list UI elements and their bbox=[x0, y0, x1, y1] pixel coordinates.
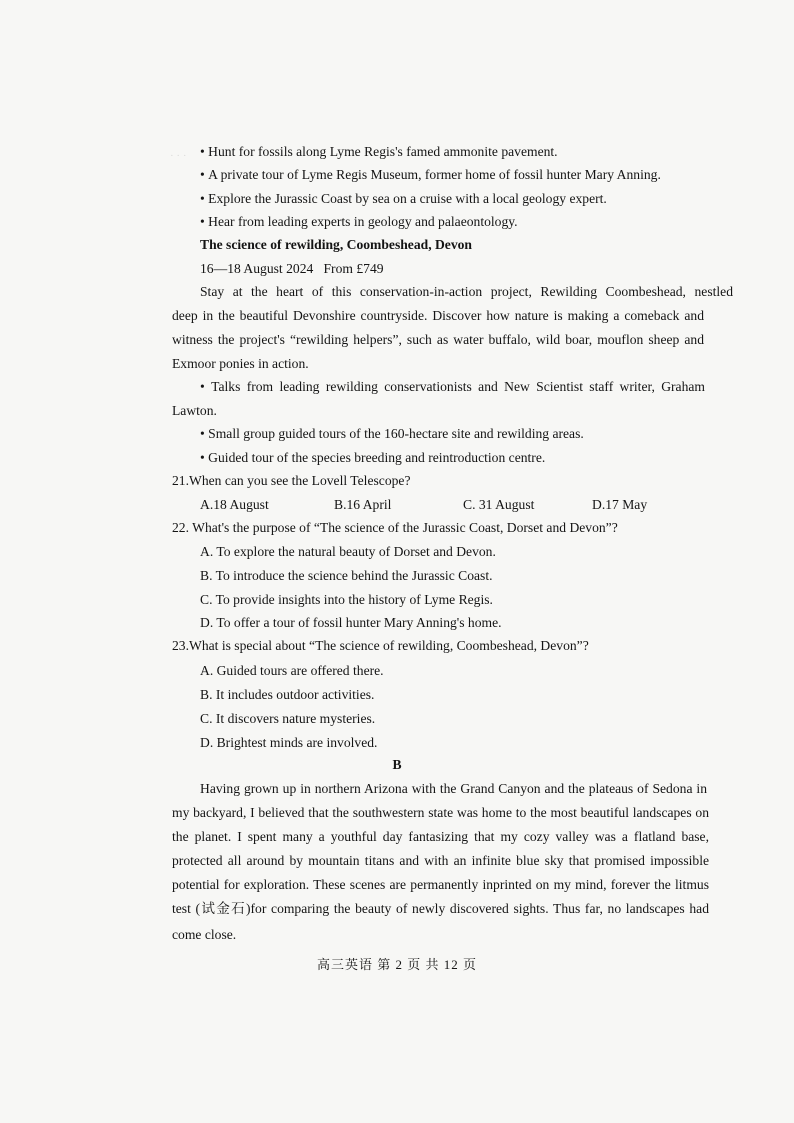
passage-b-line-7: come close. bbox=[172, 927, 237, 942]
bullet-experts: • Hear from leading experts in geology and palaeontology. bbox=[200, 213, 518, 231]
rewilding-para-line-2: deep in the beautiful Devonshire countryside. Discover how nature is making a comeback and bbox=[172, 308, 704, 323]
rewilding-para-line-3: witness the project's “rewilding helpers”, such as water buffalo, wild boar, mouflon sheep and bbox=[172, 332, 704, 347]
rewilding-title: The science of rewilding, Coombeshead, Devon bbox=[200, 237, 472, 252]
rewilding-para-line-1: Stay at the heart of this conservation-in-action project, Rewilding Coombeshead, nestled bbox=[200, 284, 733, 299]
q22-option-c: C. To provide insights into the history of Lyme Regis. bbox=[200, 592, 493, 607]
rewilding-bullet-talks: • Talks from leading rewilding conservationists and New Scientist staff writer, Graham bbox=[200, 378, 705, 396]
rewilding-para-line-4: Exmoor ponies in action. bbox=[172, 356, 309, 371]
q21-option-a: A.18 August bbox=[200, 497, 269, 512]
bullet-cruise: • Explore the Jurassic Coast by sea on a cruise with a local geology expert. bbox=[200, 190, 607, 208]
rewilding-dates: 16—18 August 2024 bbox=[200, 261, 314, 276]
passage-b-line-4: protected all around by mountain titans and with an infinite blue sky that promised impossible bbox=[172, 853, 709, 868]
bleed-through-mark: · · · bbox=[170, 150, 187, 162]
q23-option-a: A. Guided tours are offered there. bbox=[200, 663, 384, 678]
q21-option-b: B.16 April bbox=[334, 497, 392, 512]
q22-option-d: D. To offer a tour of fossil hunter Mary Anning's home. bbox=[200, 615, 502, 630]
q21-option-d: D.17 May bbox=[592, 497, 648, 512]
q22-option-a: A. To explore the natural beauty of Dorset and Devon. bbox=[200, 544, 496, 559]
passage-b-line-6: test (试金石)for comparing the beauty of newly discovered sights. Thus far, no landscapes had bbox=[172, 901, 709, 916]
page-footer: 高三英语 第 2 页 共 12 页 bbox=[316, 957, 477, 972]
bullet-museum-tour: • A private tour of Lyme Regis Museum, former home of fossil hunter Mary Anning. bbox=[200, 166, 661, 184]
question-21: 21.When can you see the Lovell Telescope? bbox=[172, 473, 411, 488]
rewilding-bullet-tours: • Small group guided tours of the 160-hectare site and rewilding areas. bbox=[200, 425, 584, 443]
q23-option-c: C. It discovers nature mysteries. bbox=[200, 711, 376, 726]
passage-b-line-3: the planet. I spent many a youthful day fantasizing that my cozy valley was a flatland base, bbox=[172, 829, 709, 844]
bullet-fossil-hunt: • Hunt for fossils along Lyme Regis's famed ammonite pavement. bbox=[200, 143, 558, 161]
rewilding-bullet-breeding: • Guided tour of the species breeding and reintroduction centre. bbox=[200, 449, 545, 467]
q21-option-c: C. 31 August bbox=[463, 497, 535, 512]
question-22: 22. What's the purpose of “The science of the Jurassic Coast, Dorset and Devon”? bbox=[172, 520, 618, 535]
rewilding-date-price bbox=[200, 260, 384, 278]
passage-b-line-5: potential for exploration. These scenes are permanently inprinted on my mind, forever the litmus bbox=[172, 877, 709, 892]
passage-b-line-1: Having grown up in northern Arizona with the Grand Canyon and the plateaus of Sedona in bbox=[200, 781, 707, 796]
q23-option-d: D. Brightest minds are involved. bbox=[200, 735, 378, 750]
q23-option-b: B. It includes outdoor activities. bbox=[200, 687, 375, 702]
question-23: 23.What is special about “The science of rewilding, Coombeshead, Devon”? bbox=[172, 638, 589, 653]
section-b-label: B bbox=[392, 757, 402, 772]
q22-option-b: B. To introduce the science behind the Jurassic Coast. bbox=[200, 568, 493, 583]
rewilding-price: From £749 bbox=[323, 261, 384, 276]
rewilding-bullet-talks-cont: Lawton. bbox=[172, 403, 217, 418]
passage-b-line-2: my backyard, I believed that the southwestern state was home to the most beautiful landscapes on bbox=[172, 805, 709, 820]
